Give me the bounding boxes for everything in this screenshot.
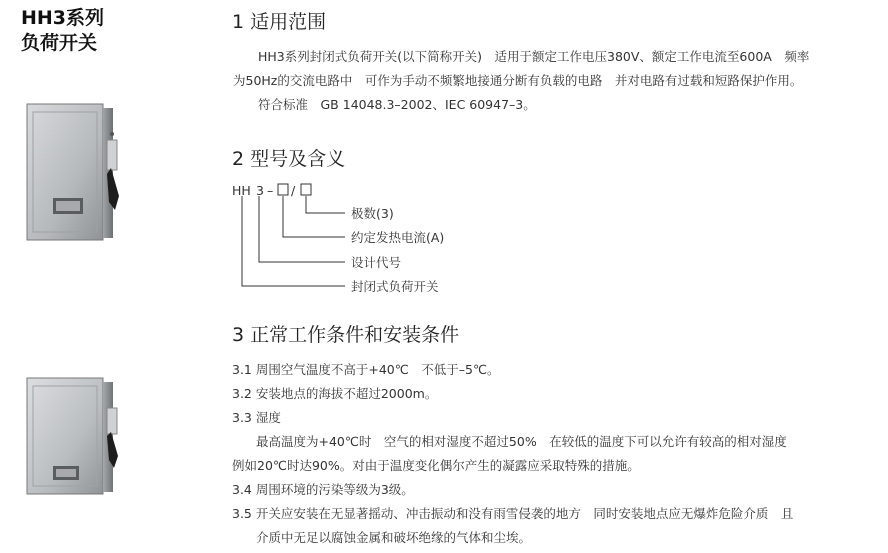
- section3-humidity-line1: 最高温度为+40℃时 空气的相对湿度不超过50% 在较低的温度下可以允许有较高的相对湿度: [256, 434, 787, 449]
- product-image-large: [23, 98, 125, 246]
- model-box-current: [278, 184, 288, 195]
- section3-humidity-line2: 例如20℃时达90%。对由于温度变化偶尔产生的凝露应采取特殊的措施。: [232, 458, 640, 473]
- section2-heading: 2 型号及含义: [232, 148, 346, 170]
- section1-heading: 1 适用范围: [232, 11, 327, 33]
- model-slash: /: [291, 183, 296, 198]
- section1-line3: 符合标准 GB 14048.3–2002、IEC 60947–3。: [258, 97, 536, 112]
- product-title: [21, 6, 104, 56]
- model-label-design-code: 设计代号: [351, 255, 402, 270]
- model-label-current: 约定发热电流(A): [351, 230, 445, 245]
- model-digit: 3: [256, 183, 264, 198]
- section3-item-3-2: 3.2 安装地点的海拔不超过2000m。: [232, 386, 438, 401]
- product-title-line1: HH3系列: [21, 7, 105, 29]
- section3-item-3-5: 3.5 开关应安装在无显著摇动、冲击振动和没有雨雪侵袭的地方 同时安装地点应无爆炸危险介质 且: [232, 506, 794, 521]
- product-image-small: [23, 372, 125, 500]
- section3-item-3-3: 3.3 湿度: [232, 410, 281, 425]
- section1-line1: HH3系列封闭式负荷开关(以下简称开关) 适用于额定工作电压380V、额定工作电流至600A 频率: [258, 49, 810, 64]
- section3-heading: 3 正常工作条件和安装条件: [232, 324, 460, 346]
- section3-item-3-4: 3.4 周围环境的污染等级为3级。: [232, 482, 414, 497]
- section3-item-3-5-cont: 介质中无足以腐蚀金属和破坏绝缘的气体和尘埃。: [256, 530, 532, 545]
- section3-item-3-1: 3.1 周围空气温度不高于+40℃ 不低于–5℃。: [232, 362, 500, 377]
- section1-line2: 为50Hz的交流电路中 可作为手动不频繁地接通分断有负载的电路 并对电路有过载和短路保护作用。: [233, 73, 803, 88]
- model-prefix: HH: [232, 183, 251, 198]
- model-dash: –: [267, 183, 274, 198]
- model-leader-lines: [242, 196, 345, 286]
- model-box-poles: [301, 184, 311, 195]
- model-label-enclosed-switch: 封闭式负荷开关: [351, 279, 439, 294]
- product-title-line2: 负荷开关: [21, 32, 98, 54]
- model-diagram: [230, 178, 470, 304]
- model-label-poles: 极数(3): [351, 206, 394, 221]
